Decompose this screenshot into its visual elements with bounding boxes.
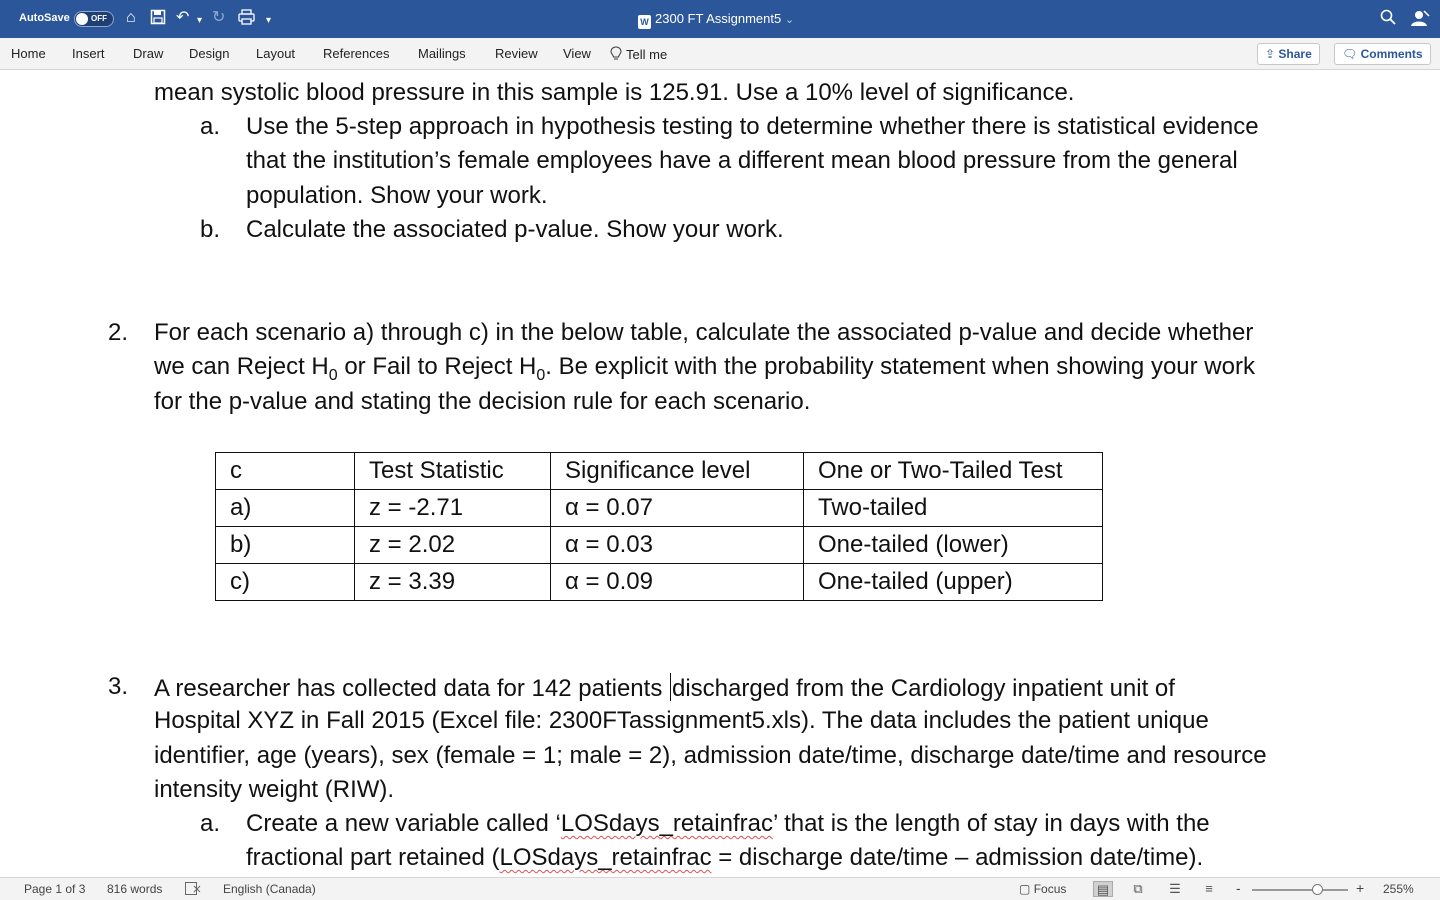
print-icon[interactable] <box>238 9 255 30</box>
q2-line-2-a: we can Reject H <box>154 353 329 380</box>
table-cell[interactable]: b) <box>216 527 355 564</box>
table-row <box>216 490 1103 527</box>
comment-icon: 🗨 <box>1342 47 1358 61</box>
q3a-line-1 <box>246 810 1210 838</box>
tab-design[interactable]: Design <box>189 46 230 61</box>
table-cell[interactable]: α = 0.03 <box>551 527 804 564</box>
document-title-text: 2300 FT Assignment5 <box>655 11 782 26</box>
q3-line-1-a: A researcher has collected data for 142 patients <box>154 675 669 702</box>
q1b-line: Calculate the associated p-value. Show your work. <box>246 216 784 243</box>
proofing-icon[interactable] <box>185 882 201 898</box>
q3a-line-1-a: Create a new variable called ‘ <box>246 810 561 837</box>
spelling-flag[interactable]: LOSdays_retainfrac <box>499 844 712 871</box>
undo-dropdown-icon[interactable]: ▾ <box>197 15 203 26</box>
q3-line-2: Hospital XYZ in Fall 2015 (Excel file: 2300FTassignment5.xls). The data includes the patient unique <box>154 707 1209 734</box>
word-count[interactable]: 816 words <box>107 882 163 896</box>
tab-view[interactable]: View <box>563 46 591 61</box>
q3-line-4: intensity weight (RIW). <box>154 776 395 803</box>
language-status[interactable]: English (Canada) <box>223 882 316 896</box>
customize-toolbar-icon[interactable]: ▾ <box>266 15 272 26</box>
redo-icon[interactable]: ↻ <box>212 9 226 26</box>
tab-mailings[interactable]: Mailings <box>418 46 466 61</box>
q2-line-2-c: . Be explicit with the probability statement when showing your work <box>545 353 1255 380</box>
q1-text-line: mean systolic blood pressure in this sample is 125.91. Use a 10% level of significance. <box>154 79 1075 106</box>
tell-me[interactable] <box>610 46 667 62</box>
tell-me-label: Tell me <box>626 47 668 62</box>
scenario-table <box>215 452 1103 601</box>
q2-marker: 2. <box>108 319 129 346</box>
autosave-label: AutoSave <box>19 12 70 24</box>
zoom-slider-track[interactable] <box>1252 889 1348 891</box>
title-bar <box>0 0 1440 38</box>
tab-references[interactable]: References <box>323 46 390 61</box>
status-bar <box>0 877 1440 900</box>
zoom-slider-handle[interactable] <box>1312 884 1323 895</box>
q1a-line-2: that the institution’s female employees have a different mean blood pressure from the general <box>246 147 1238 174</box>
table-header-cell[interactable]: Test Statistic <box>355 453 551 490</box>
autosave-toggle[interactable] <box>74 11 114 27</box>
text-cursor <box>670 673 671 701</box>
print-layout-view-icon[interactable]: ▤ <box>1093 881 1113 897</box>
q3-line-1-b: discharged from the Cardiology inpatient unit of <box>671 675 1175 702</box>
q3a-marker: a. <box>200 810 221 837</box>
document-page[interactable] <box>0 70 1440 877</box>
table-row <box>216 564 1103 601</box>
toggle-knob <box>76 13 88 25</box>
zoom-in-button[interactable]: + <box>1356 880 1365 896</box>
q1a-marker: a. <box>200 113 221 140</box>
ribbon-tabs <box>0 38 1440 70</box>
focus-button[interactable] <box>1019 882 1066 896</box>
web-layout-view-icon[interactable]: ⧉ <box>1133 881 1143 896</box>
draft-view-icon[interactable]: ≡ <box>1205 881 1213 896</box>
outline-view-icon[interactable]: ☰ <box>1169 881 1181 896</box>
q1a-line-3: population. Show your work. <box>246 182 548 209</box>
share-icon: ⇪ <box>1265 47 1276 61</box>
table-header-cell[interactable]: c <box>216 453 355 490</box>
table-cell[interactable]: One-tailed (lower) <box>804 527 1103 564</box>
home-icon[interactable]: ⌂ <box>126 9 136 26</box>
table-cell[interactable]: z = -2.71 <box>355 490 551 527</box>
q3a-line-2-a: fractional part retained ( <box>246 844 500 871</box>
share-button[interactable] <box>1257 43 1320 65</box>
title-chevron-icon[interactable]: ⌄ <box>784 14 795 26</box>
table-header-cell[interactable]: Significance level <box>551 453 804 490</box>
focus-icon: ▢ <box>1019 882 1031 896</box>
comments-button[interactable] <box>1334 43 1431 65</box>
save-icon[interactable] <box>150 9 166 30</box>
h0-subscript: 0 <box>536 366 546 384</box>
table-header-cell[interactable]: One or Two-Tailed Test <box>804 453 1103 490</box>
table-row <box>216 527 1103 564</box>
q1a-line-1: Use the 5-step approach in hypothesis testing to determine whether there is statistical evidence <box>246 113 1259 140</box>
zoom-level[interactable]: 255% <box>1383 882 1414 896</box>
autosave-state: OFF <box>91 14 107 23</box>
h0-subscript: 0 <box>328 366 338 384</box>
q3-marker: 3. <box>108 673 129 700</box>
document-title <box>638 11 794 29</box>
table-cell[interactable]: α = 0.07 <box>551 490 804 527</box>
table-header-row <box>216 453 1103 490</box>
q3-line-3: identifier, age (years), sex (female = 1; male = 2), admission date/time, discharge date/time and resource <box>154 742 1267 769</box>
q2-line-2 <box>154 353 1255 385</box>
table-cell[interactable]: α = 0.09 <box>551 564 804 601</box>
q2-line-3: for the p-value and stating the decision rule for each scenario. <box>154 388 811 415</box>
share-label: Share <box>1278 47 1312 61</box>
table-cell[interactable]: z = 3.39 <box>355 564 551 601</box>
tab-home[interactable]: Home <box>11 46 46 61</box>
table-cell[interactable]: z = 2.02 <box>355 527 551 564</box>
q1b-marker: b. <box>200 216 221 243</box>
zoom-out-button[interactable]: - <box>1236 880 1241 896</box>
comments-label: Comments <box>1360 47 1423 61</box>
table-cell[interactable]: Two-tailed <box>804 490 1103 527</box>
q2-line-2-b: or Fail to Reject H <box>337 353 537 380</box>
spelling-flag[interactable]: LOSdays_retainfrac <box>560 810 773 837</box>
q3a-line-1-b: ’ that is the length of stay in days with the <box>772 810 1210 837</box>
word-doc-icon: W <box>638 15 651 29</box>
q3a-line-2-b: = discharge date/time – admission date/time). <box>711 844 1204 871</box>
q2-line-1: For each scenario a) through c) in the below table, calculate the associated p-value and decide whether <box>154 319 1254 346</box>
undo-icon[interactable]: ↶ <box>176 9 190 26</box>
table-cell[interactable]: a) <box>216 490 355 527</box>
focus-label: Focus <box>1033 882 1067 896</box>
table-cell[interactable]: One-tailed (upper) <box>804 564 1103 601</box>
search-icon[interactable] <box>1380 9 1396 30</box>
tab-draw[interactable]: Draw <box>133 46 164 61</box>
page-count[interactable]: Page 1 of 3 <box>24 882 86 896</box>
q3a-line-2 <box>246 844 1203 872</box>
tab-review[interactable]: Review <box>495 46 538 61</box>
table-cell[interactable]: c) <box>216 564 355 601</box>
tab-insert[interactable]: Insert <box>72 46 105 61</box>
account-icon[interactable] <box>1410 9 1430 32</box>
tab-layout[interactable]: Layout <box>256 46 296 61</box>
lightbulb-icon <box>610 46 622 61</box>
q3-line-1 <box>154 673 1175 703</box>
